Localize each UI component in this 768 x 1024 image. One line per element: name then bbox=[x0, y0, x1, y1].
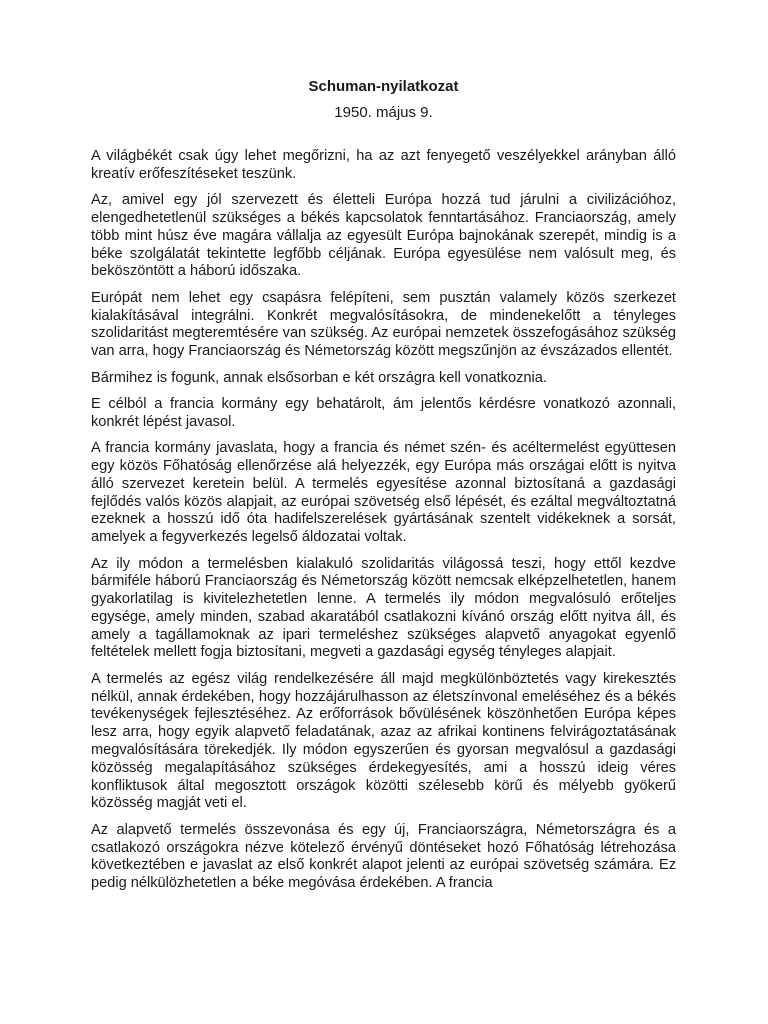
document-date: 1950. május 9. bbox=[334, 104, 433, 121]
paragraph-4: Bármihez is fogunk, annak elsősorban e két országra kell vonatkoznia. bbox=[91, 369, 547, 386]
paragraph-5: E célból a francia kormány egy behatárolt, ám jelentős kérdésre vonatkozó azonnali, konkrét lépést javasol. bbox=[91, 395, 676, 430]
paragraph-2: Az, amivel egy jól szervezett és életteli Európa hozzá tud járulni a civilizációhoz, elengedhetetlenül szükséges a békés kapcsolatok fenntartásához. Franciaország, amely több mint húsz éve magára vállalja az egyesült Európa bajnokának szerepét, mindig is a béke szolgálatát tekintette legfőbb céljának. Európa egyesülése nem valósult meg, és beköszöntött a háború időszaka. bbox=[91, 192, 676, 280]
document-title: Schuman-nyilatkozat bbox=[308, 78, 459, 95]
paragraph-1: A világbékét csak úgy lehet megőrizni, ha az azt fenyegető veszélyekkel arányban álló kreatív erőfeszítéseket teszünk. bbox=[91, 148, 676, 182]
paragraph-8: A termelés az egész világ rendelkezésére áll majd megkülönböztetés vagy kirekesztés nélkül, annak érdekében, hogy hozzájárulhasson az életszínvonal emeléséhez és a békés tevékenységek fejlesztéséhez. Az erőforrások bővülésének köszönhetően Európa képes lesz arra, hogy egyik alapvető feladatának, azaz az afrikai kontinens felvirágoztatásának megvalósítására törekedjék. Ily módon egyszerűen és gyorsan megvalósul a gazdasági közösség megalapításához szükséges érdekegyesítés, ami a hosszú ideig véres konfliktusok által megosztott országok közötti szélesebb körű és mélyebb gyökerű közösség magját veti el. bbox=[91, 670, 676, 812]
paragraph-3: Európát nem lehet egy csapásra felépíteni, sem pusztán valamely közös szerkezet kialakításával integrálni. Konkrét megvalósításokra, de mindenekelőtt a tényleges szolidaritást megteremtésére van szükség. Az európai nemzetek összefogásához szükség van arra, hogy Franciaország és Németország között megszűnjön az évszázados ellentét. bbox=[91, 289, 676, 360]
paragraph-6: A francia kormány javaslata, hogy a francia és német szén- és acéltermelést együttesen egy közös Főhatóság ellenőrzése alá helyezzék, egy Európa más országai előtt is nyitva álló szervezet keretein belül. A termelés egyesítése azonnal biztosítaná a gazdasági fejlődés valós közös alapjait, az európai szövetség első lépését, és ezáltal megváltoztatná ezeknek a hosszú idő óta hadifelszerelések gyártásának szentelt vidékeknek a sorsát, amelyek a fegyverkezés legelső áldozatai voltak. bbox=[91, 440, 676, 546]
paragraph-7: Az ily módon a termelésben kialakuló szolidaritás világossá teszi, hogy ettől kezdve bármiféle háború Franciaország és Németország között nemcsak elképzelhetetlen, hanem gyakorlatilag is kivitelezhetetlen lenne. A termelés ily módon megvalósuló erőteljes egysége, amely minden, szabad akaratából csatlakozni kívánó ország előtt nyitva áll, és amely a tagállamoknak az ipari termeléshez szükséges alapvető anyagokat egyenlő feltételek mellett fogja biztosítani, megveti a gazdasági egység tényleges alapjait. bbox=[91, 555, 676, 661]
paragraph-9: Az alapvető termelés összevonása és egy új, Franciaországra, Németországra és a csatlakozó országokra nézve kötelező érvényű döntéseket hozó Főhatóság létrehozása következtében e javaslat az első konkrét alapot jelenti az európai szövetség számára. Ez pedig nélkülözhetetlen a béke megóvása érdekében. A francia bbox=[91, 821, 676, 892]
document-page bbox=[91, 78, 676, 902]
